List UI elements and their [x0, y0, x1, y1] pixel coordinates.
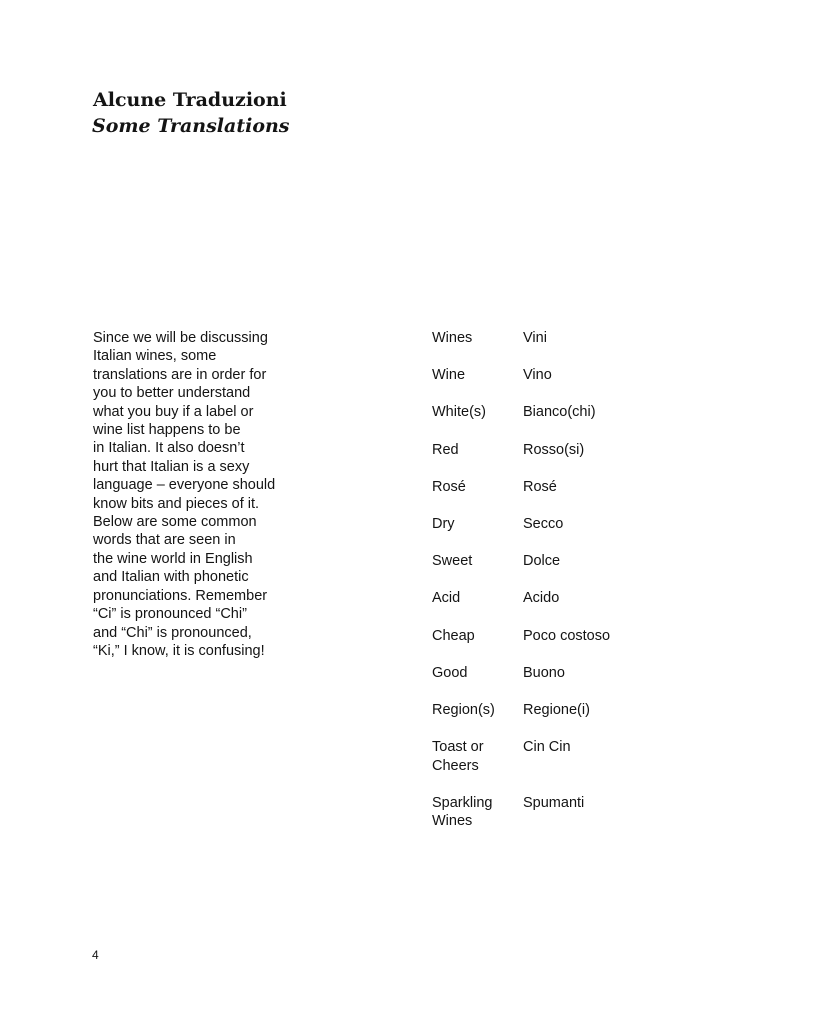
intro-line: words that are seen in: [93, 532, 236, 549]
translation-row: [432, 515, 652, 534]
intro-line: Below are some common: [93, 514, 257, 531]
english-term: Sweet: [432, 553, 473, 570]
italian-term: Rosso(si): [523, 441, 585, 458]
italian-term: Vini: [523, 330, 547, 346]
italian-term: Regione(i): [523, 701, 590, 718]
intro-line: translations are in order for: [93, 366, 267, 383]
italian-term: Buono: [523, 664, 565, 681]
translation-row: [432, 329, 652, 348]
page-number: 4: [92, 948, 99, 962]
translation-row: [432, 441, 652, 460]
intro-line: in Italian. It also doesn’t: [93, 440, 245, 457]
translation-row: [432, 403, 652, 422]
page-subtitle: Some Translations: [92, 115, 290, 137]
english-term: Rosé: [432, 478, 466, 495]
translation-row: [432, 794, 652, 831]
intro-line: “Ci” is pronounced “Chi”: [93, 606, 247, 623]
intro-line: what you buy if a label or: [93, 403, 254, 420]
english-term: Sparkling Wines: [432, 794, 493, 830]
intro-line: and Italian with phonetic: [93, 569, 249, 586]
intro-line: wine list happens to be: [93, 422, 241, 439]
translation-row: [432, 738, 652, 775]
intro-line: Italian wines, some: [93, 348, 217, 365]
intro-line: pronunciations. Remember: [93, 587, 268, 604]
italian-term: Rosé: [523, 478, 557, 495]
intro-line: hurt that Italian is a sexy: [93, 458, 250, 475]
italian-term: Cin Cin: [523, 739, 571, 756]
intro-line: language – everyone should: [93, 477, 276, 494]
italian-term: Secco: [523, 515, 564, 532]
italian-term: Vino: [523, 367, 552, 384]
translation-row: [432, 664, 652, 683]
intro-line: and “Chi” is pronounced,: [93, 624, 252, 641]
intro-line: the wine world in English: [93, 550, 253, 567]
translation-row: [432, 366, 652, 385]
intro-line: know bits and pieces of it.: [93, 495, 260, 512]
english-term: Wine: [432, 367, 466, 384]
intro-line: “Ki,” I know, it is confusing!: [93, 642, 265, 659]
translation-row: [432, 627, 652, 646]
italian-term: Poco costoso: [523, 627, 611, 644]
english-term: White(s): [432, 404, 486, 421]
english-term: Wines: [432, 330, 473, 346]
intro-paragraph: [93, 329, 298, 660]
intro-line: you to better understand: [93, 385, 251, 402]
italian-term: Dolce: [523, 553, 561, 570]
translation-row: [432, 552, 652, 571]
italian-term: Acido: [523, 590, 560, 607]
english-term: Dry: [432, 515, 455, 532]
english-term: Toast or Cheers: [432, 739, 484, 774]
english-term: Cheap: [432, 627, 475, 644]
italian-term: Bianco(chi): [523, 404, 596, 421]
translation-row: [432, 478, 652, 497]
english-term: Acid: [432, 590, 461, 607]
translation-table: [432, 329, 652, 850]
english-term: Red: [432, 441, 459, 458]
english-term: Region(s): [432, 701, 495, 718]
translation-row: [432, 589, 652, 608]
italian-term: Spumanti: [523, 794, 585, 811]
intro-line: Since we will be discussing: [93, 330, 268, 346]
english-term: Good: [432, 664, 468, 681]
page-title: Alcune Traduzioni: [93, 89, 287, 111]
translation-row: [432, 701, 652, 720]
